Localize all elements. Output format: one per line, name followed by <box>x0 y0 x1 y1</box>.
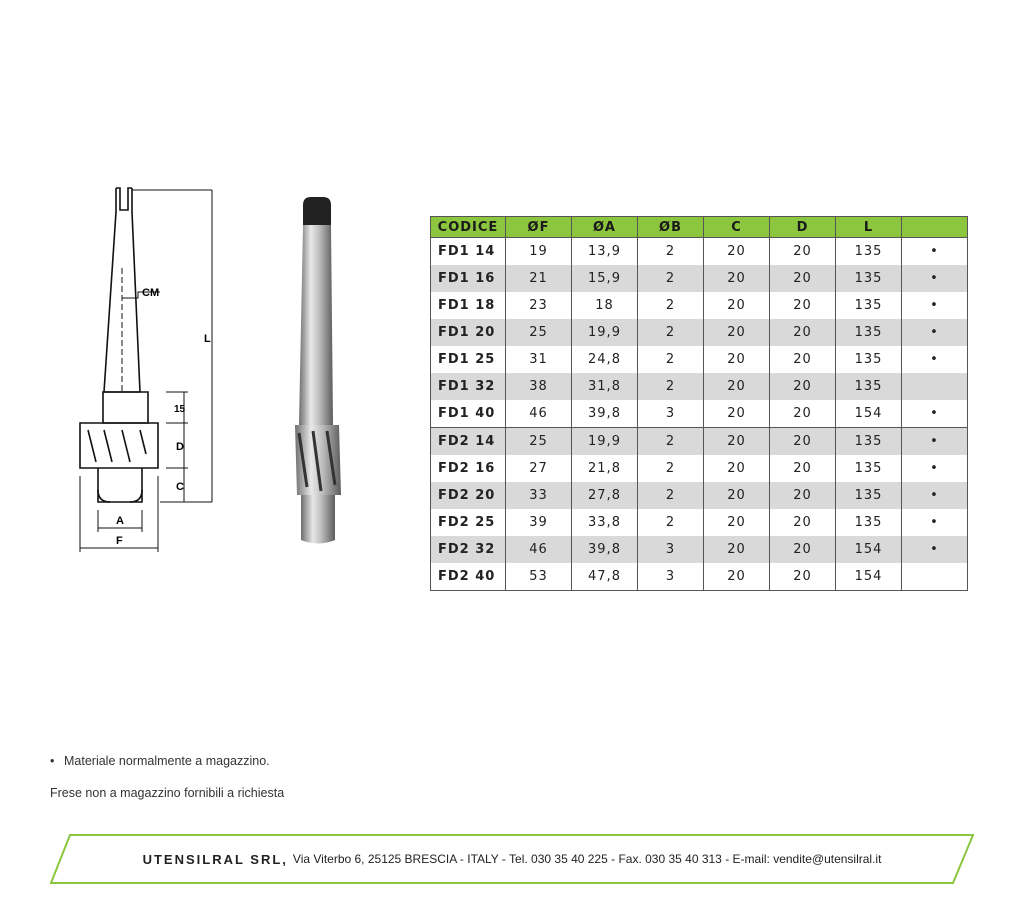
cell-diam-a: 39,8 <box>572 536 638 563</box>
cell-code: FD2 40 <box>431 563 506 591</box>
cell-code: FD1 14 <box>431 238 506 266</box>
cell-c: 20 <box>704 563 770 591</box>
cell-stock: • <box>902 455 968 482</box>
cell-diam-b: 2 <box>638 373 704 400</box>
cell-stock <box>902 563 968 591</box>
cell-l: 135 <box>836 346 902 373</box>
cell-l: 135 <box>836 265 902 292</box>
cell-diam-f: 25 <box>506 319 572 346</box>
header-diam-a: ØA <box>572 217 638 238</box>
cell-diam-b: 2 <box>638 238 704 266</box>
cell-d: 20 <box>770 265 836 292</box>
cell-diam-a: 13,9 <box>572 238 638 266</box>
cell-code: FD1 32 <box>431 373 506 400</box>
cell-diam-a: 21,8 <box>572 455 638 482</box>
cell-diam-f: 39 <box>506 509 572 536</box>
cell-d: 20 <box>770 536 836 563</box>
cell-diam-f: 21 <box>506 265 572 292</box>
cell-code: FD1 40 <box>431 400 506 428</box>
cell-stock: • <box>902 509 968 536</box>
cell-d: 20 <box>770 482 836 509</box>
header-codice: CODICE <box>431 217 506 238</box>
drawing-label-cm: CM <box>142 287 160 299</box>
cell-stock: • <box>902 400 968 428</box>
cell-d: 20 <box>770 238 836 266</box>
cell-diam-b: 2 <box>638 482 704 509</box>
technical-drawing <box>70 180 230 560</box>
cell-c: 20 <box>704 238 770 266</box>
footer-banner <box>50 834 974 884</box>
cell-diam-a: 18 <box>572 292 638 319</box>
cell-diam-b: 2 <box>638 292 704 319</box>
cell-c: 20 <box>704 455 770 482</box>
cell-diam-f: 46 <box>506 536 572 563</box>
spec-table <box>430 216 968 591</box>
cell-l: 135 <box>836 292 902 319</box>
cell-c: 20 <box>704 373 770 400</box>
cell-stock: • <box>902 428 968 456</box>
cell-diam-b: 3 <box>638 536 704 563</box>
footer-text <box>50 834 974 884</box>
cell-c: 20 <box>704 482 770 509</box>
table-row <box>431 563 968 591</box>
cell-d: 20 <box>770 455 836 482</box>
cell-d: 20 <box>770 346 836 373</box>
cell-stock: • <box>902 265 968 292</box>
cell-l: 135 <box>836 509 902 536</box>
table-row <box>431 455 968 482</box>
cell-c: 20 <box>704 509 770 536</box>
header-c: C <box>704 217 770 238</box>
cell-c: 20 <box>704 292 770 319</box>
cell-diam-b: 2 <box>638 455 704 482</box>
cell-l: 135 <box>836 482 902 509</box>
cell-diam-b: 2 <box>638 265 704 292</box>
cell-diam-a: 19,9 <box>572 319 638 346</box>
table-row <box>431 482 968 509</box>
cell-code: FD1 18 <box>431 292 506 319</box>
cell-stock: • <box>902 482 968 509</box>
cell-l: 135 <box>836 238 902 266</box>
cell-d: 20 <box>770 400 836 428</box>
header-diam-b: ØB <box>638 217 704 238</box>
cell-stock: • <box>902 319 968 346</box>
cell-code: FD2 20 <box>431 482 506 509</box>
footer-company: UTENSILRAL SRL, <box>142 851 288 867</box>
cell-diam-a: 39,8 <box>572 400 638 428</box>
cell-d: 20 <box>770 319 836 346</box>
cell-diam-a: 24,8 <box>572 346 638 373</box>
cell-diam-b: 2 <box>638 509 704 536</box>
cell-diam-a: 19,9 <box>572 428 638 456</box>
cell-l: 135 <box>836 428 902 456</box>
cell-l: 154 <box>836 400 902 428</box>
cell-l: 135 <box>836 319 902 346</box>
cell-diam-a: 33,8 <box>572 509 638 536</box>
cell-stock: • <box>902 536 968 563</box>
order-note: Frese non a magazzino fornibili a richiesta <box>50 786 285 800</box>
cell-c: 20 <box>704 265 770 292</box>
cell-c: 20 <box>704 536 770 563</box>
drawing-label-c: C <box>176 481 184 493</box>
cell-code: FD1 20 <box>431 319 506 346</box>
cell-c: 20 <box>704 319 770 346</box>
table-row <box>431 428 968 456</box>
drawing-label-15: 15 <box>174 404 186 415</box>
cell-diam-f: 25 <box>506 428 572 456</box>
cell-stock: • <box>902 292 968 319</box>
cell-diam-f: 23 <box>506 292 572 319</box>
cell-code: FD1 25 <box>431 346 506 373</box>
table-row <box>431 346 968 373</box>
footer-details: Via Viterbo 6, 25125 BRESCIA - ITALY - Tel. 030 35 40 225 - Fax. 030 35 40 313 - E-mail: vendite@utensilral.it <box>292 852 882 866</box>
drawing-label-l: L <box>204 333 211 345</box>
drawing-label-f: F <box>116 535 123 547</box>
cell-diam-f: 27 <box>506 455 572 482</box>
cell-diam-f: 33 <box>506 482 572 509</box>
bullet-icon: • <box>50 754 55 768</box>
cell-code: FD1 16 <box>431 265 506 292</box>
cell-diam-f: 31 <box>506 346 572 373</box>
header-stock <box>902 217 968 238</box>
cell-d: 20 <box>770 509 836 536</box>
cell-c: 20 <box>704 400 770 428</box>
table-row <box>431 265 968 292</box>
cell-diam-f: 53 <box>506 563 572 591</box>
cell-d: 20 <box>770 292 836 319</box>
drawing-label-d: D <box>176 441 184 453</box>
cell-d: 20 <box>770 563 836 591</box>
header-diam-f: ØF <box>506 217 572 238</box>
cell-diam-f: 38 <box>506 373 572 400</box>
cell-diam-a: 47,8 <box>572 563 638 591</box>
stock-note-text: Materiale normalmente a magazzino. <box>64 754 270 768</box>
cell-code: FD2 32 <box>431 536 506 563</box>
table-header-row <box>431 217 968 238</box>
cell-diam-b: 3 <box>638 563 704 591</box>
cell-code: FD2 14 <box>431 428 506 456</box>
cell-diam-a: 31,8 <box>572 373 638 400</box>
cell-d: 20 <box>770 428 836 456</box>
cell-code: FD2 16 <box>431 455 506 482</box>
table-row <box>431 319 968 346</box>
tool-photo <box>285 195 355 550</box>
stock-note <box>50 754 270 768</box>
cell-diam-f: 46 <box>506 400 572 428</box>
cell-l: 135 <box>836 373 902 400</box>
table-row <box>431 509 968 536</box>
table-row <box>431 373 968 400</box>
cell-diam-b: 2 <box>638 319 704 346</box>
header-d: D <box>770 217 836 238</box>
cell-c: 20 <box>704 428 770 456</box>
cell-c: 20 <box>704 346 770 373</box>
cell-diam-b: 2 <box>638 428 704 456</box>
cell-diam-a: 27,8 <box>572 482 638 509</box>
cell-d: 20 <box>770 373 836 400</box>
header-l: L <box>836 217 902 238</box>
cell-diam-f: 19 <box>506 238 572 266</box>
cell-l: 154 <box>836 536 902 563</box>
cell-l: 135 <box>836 455 902 482</box>
cell-diam-b: 2 <box>638 346 704 373</box>
table-row <box>431 400 968 428</box>
cell-stock: • <box>902 346 968 373</box>
drawing-label-a: A <box>116 515 124 527</box>
cell-stock: • <box>902 238 968 266</box>
table-row <box>431 238 968 266</box>
table-row <box>431 292 968 319</box>
cell-diam-b: 3 <box>638 400 704 428</box>
cell-diam-a: 15,9 <box>572 265 638 292</box>
cell-l: 154 <box>836 563 902 591</box>
cell-stock <box>902 373 968 400</box>
cell-code: FD2 25 <box>431 509 506 536</box>
table-row <box>431 536 968 563</box>
